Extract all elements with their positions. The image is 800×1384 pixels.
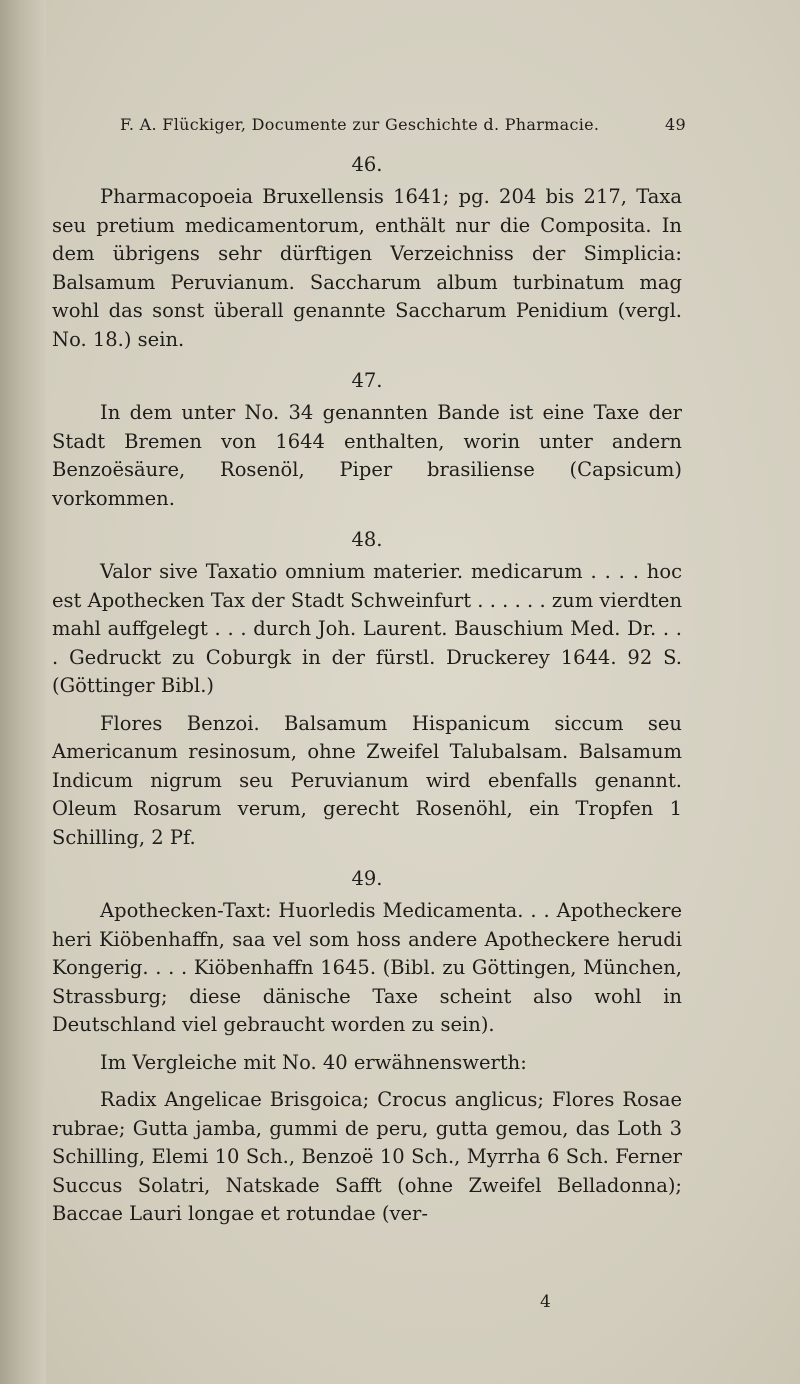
paragraph: Flores Benzoi. Balsamum Hispanicum siccum seu Americanum resinosum, ohne Zweifel Talubalsam. Balsamum Indicum nigrum seu Peruvianum wird ebenfalls genannt. Oleum Rosarum verum, gerecht Rosenöhl, ein Tropfen 1 Schilling, 2 Pf. (52, 711, 682, 849)
paragraph: Im Vergleiche mit No. 40 erwähnenswerth: (100, 1050, 527, 1074)
paragraph: Radix Angelicae Brisgoica; Crocus anglicus; Flores Rosae rubrae; Gutta jamba, gummi de peru, gutta gemou, das Loth 3 Schilling, Elemi 10 Sch., Benzoë 10 Sch., Myrrha 6 Sch. Ferner Succus Solatri, Natskade Safft (ohne Zweifel Belladonna); Baccae Lauri longae et rotundae (ver- (52, 1088, 682, 1225)
section-number: 49. (351, 867, 383, 890)
section-number: 47. (351, 369, 383, 392)
paragraph: In dem unter No. 34 genannten Bande ist eine Taxe der Stadt Bremen von 1644 enthalten, worin unter andern Benzoësäure, Rosenöl, Piper brasiliense (Capsicum) vorkommen. (52, 401, 682, 510)
paragraph: Pharmacopoeia Bruxellensis 1641; pg. 204 bis 217, Taxa seu pretium medicamentorum, enthält nur die Composita. In dem übrigens sehr dürftigen Verzeichniss der Simplicia: Balsamum Peruvianum. Saccharum album turbinatum mag wohl das sonst überall genannte Saccharum Penidium (vergl. No. 18.) sein. (52, 185, 682, 351)
paragraph: Valor sive Taxatio omnium materier. medicarum . . . . hoc est Apothecken Tax der Stadt Schweinfurt . . . . . . zum vierdten mahl auffgelegt . . . durch Joh. Laurent. Bauschium Med. Dr. . . . Gedruckt zu Coburgk in der fürstl. Druckerey 1644. 92 S. (Göttinger Bibl.) (52, 560, 682, 697)
signature-mark: 4 (540, 1292, 551, 1312)
section-number: 46. (351, 153, 383, 176)
body-text (52, 147, 682, 1238)
paragraph: Apothecken-Taxt: Huorledis Medicamenta. . . Apotheckere heri Kiöbenhaffn, saa vel som hoss andere Apotheckere herudi Kongerig. . . . Kiöbenhaffn 1645. (Bibl. zu Göttingen, München, Strassburg; diese dänische Taxe scheint also wohl in Deutschland viel gebraucht worden zu sein). (52, 899, 682, 1036)
section-number: 48. (351, 528, 383, 551)
running-title: F. A. Flückiger, Documente zur Geschichte d. Pharmacie. (120, 115, 600, 134)
binding-shadow (0, 0, 46, 1384)
page-number: 49 (665, 115, 686, 134)
